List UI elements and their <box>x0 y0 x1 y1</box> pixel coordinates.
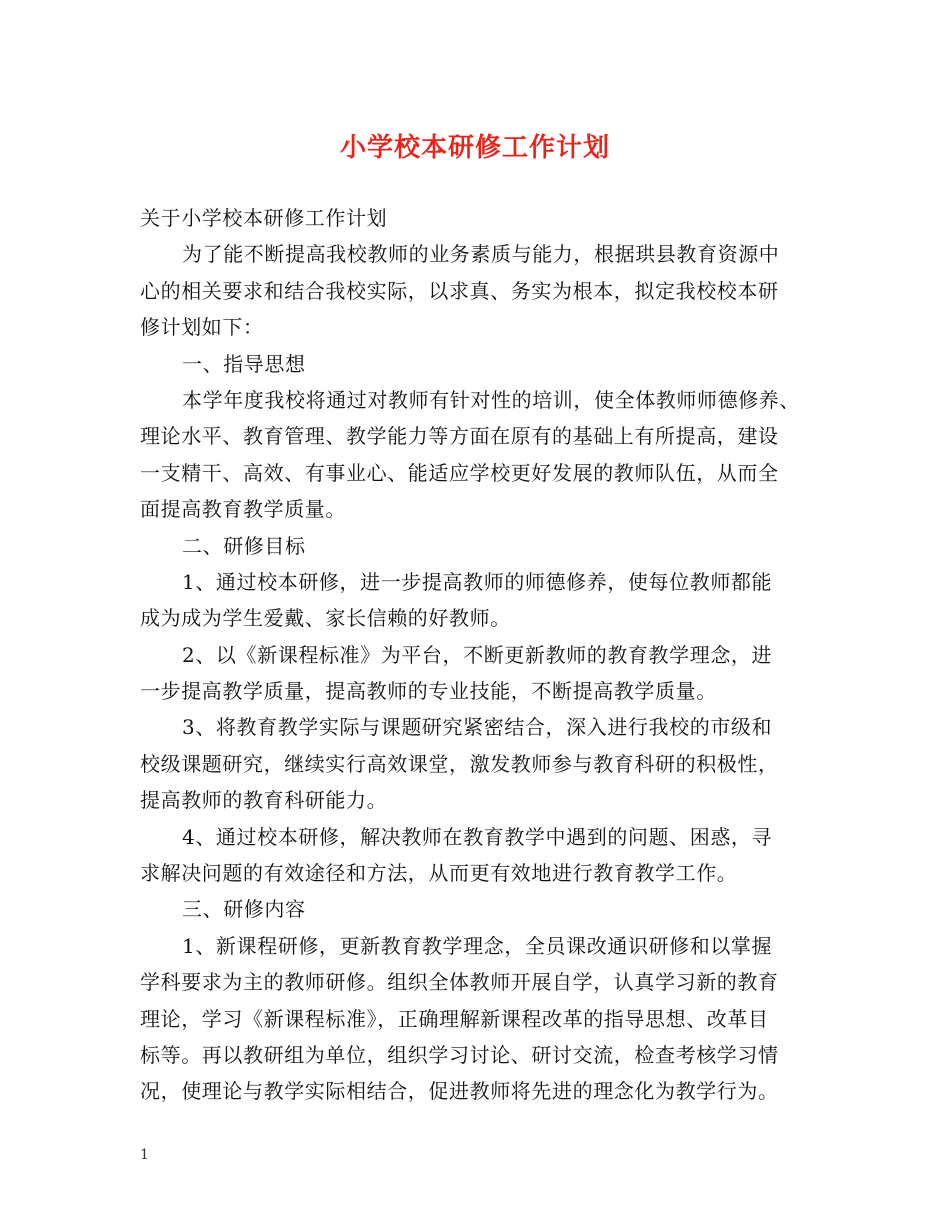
text-line: 关于小学校本研修工作计划 <box>140 206 388 230</box>
text-line: 况，使理论与教学实际相结合，促进教师将先进的理念化为教学行为。 <box>140 1079 779 1104</box>
text-line: 校级课题研究，继续实行高效课堂，激发教师参与教育科研的积极性， <box>140 751 779 776</box>
text-line: 学科要求为主的教师研修。组织全体教师开展自学，认真学习新的教育 <box>140 970 779 995</box>
text-line: 1、新课程研修，更新教育教学理念，全员课改通识研修和以掌握 <box>182 933 773 958</box>
text-line: 1、通过校本研修，进一步提高教师的师德修养，使每位教师都能 <box>182 569 773 594</box>
text-line: 3、将教育教学实际与课题研究紧密结合，深入进行我校的市级和 <box>182 715 773 740</box>
text-line: 二、研修目标 <box>182 533 306 558</box>
text-line: 一、指导思想 <box>182 351 306 376</box>
document-body <box>140 200 830 1110</box>
text-line: 标等。再以教研组为单位，组织学习讨论、研讨交流，检查考核学习情 <box>140 1042 779 1067</box>
text-line: 三、研修内容 <box>182 897 306 922</box>
text-line: 求解决问题的有效途径和方法，从而更有效地进行教育教学工作。 <box>140 861 738 886</box>
text-line: 4、通过校本研修，解决教师在教育教学中遇到的问题、困惑，寻 <box>182 824 773 849</box>
text-line: 修计划如下： <box>140 315 264 340</box>
text-line: 一步提高教学质量，提高教师的专业技能，不断提高教学质量。 <box>140 679 717 704</box>
text-line: 心的相关要求和结合我校实际，以求真、务实为根本，拟定我校校本研 <box>140 278 779 303</box>
text-line: 成为成为学生爱戴、家长信赖的好教师。 <box>140 606 511 631</box>
text-line: 提高教师的教育科研能力。 <box>140 788 388 813</box>
text-line: 面提高教育教学质量。 <box>140 497 346 522</box>
text-line: 理论，学习《新课程标准》，正确理解新课程改革的指导思想、改革目 <box>140 1006 769 1031</box>
text-line: 理论水平、教育管理、教学能力等方面在原有的基础上有所提高，建设 <box>140 424 779 449</box>
text-line: 一支精干、高效、有事业心、能适应学校更好发展的教师队伍，从而全 <box>140 460 779 485</box>
text-line: 2、以《新课程标准》为平台，不断更新教师的教育教学理念，进 <box>182 642 773 667</box>
document-title: 小学校本研修工作计划 <box>339 133 610 163</box>
page-number: 1 <box>140 1147 149 1163</box>
text-line: 本学年度我校将通过对教师有针对性的培训，使全体教师师德修养、 <box>182 387 800 412</box>
text-line: 为了能不断提高我校教师的业务素质与能力，根据珙县教育资源中 <box>182 242 780 267</box>
